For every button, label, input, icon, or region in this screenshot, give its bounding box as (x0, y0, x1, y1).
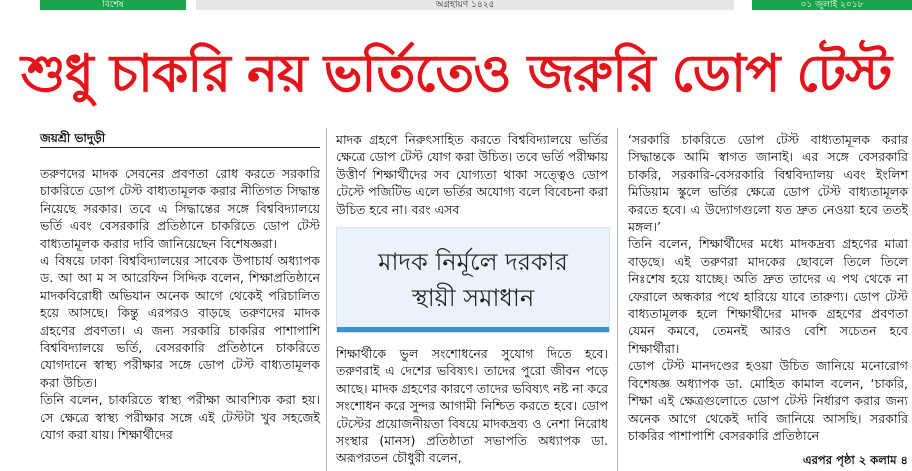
date-strip: অগ্রহায়ণ ১৪২৫ (196, 0, 734, 10)
continuation-note[interactable] (803, 452, 908, 471)
continuation-text: এরপর পৃষ্ঠা ২ কলাম ৪ (802, 453, 908, 467)
pull-quote (337, 244, 609, 316)
paragraph: এ বিষয়ে ঢাকা বিশ্ববিদ্যালয়ের সাবেক উপাচার্য অধ্যাপক ড. আ আ ম স আরেফিন সিদ্দিক বলেন, শিক্ষাপ্রতিষ্ঠানে মাদকবিরোধী অভিযান অনেক আগে থেকেই পরিচালিত হয়ে আসছে। কিন্তু এরপরও বাড়ছে তরুণদের মাদক গ্রহণের প্রবণতা। এ জন্য সরকারি চাকরির পাশাপাশি বিশ্ববিদ্যালয়ে ভর্তি, বেসরকারি প্রতিষ্ঠানে চাকরিতে যোগদানে স্বাস্থ্য পরীক্ষার সঙ্গে ডোপ টেস্ট বাধ্যতামূলক করা উচিত। (40, 253, 320, 390)
paragraph: ‘সরকারি চাকরিতে ডোপ টেস্ট বাধ্যতামূলক করার সিদ্ধান্তকে আমি স্বাগত জানাই। এর সঙ্গে বেসরকারি চাকরি, সরকারি-বেসরকারি বিশ্ববিদ্যালয় এবং ইংলিশ মিডিয়াম স্কুলে ভর্তির ক্ষেত্রে ডোপ টেস্ট বাধ্যতামূলক করতে হবে। এ উদ্যোগগুলো যত দ্রুত নেওয়া হবে ততই মঙ্গল।’ (628, 132, 908, 235)
issue-date: ০১ জুলাই ২০১৮ (752, 0, 912, 10)
paragraph: শিক্ষার্থীকে ভুল সংশোধনের সুযোগ দিতে হবে। তরুণরাই এ দেশের ভবিষ্যৎ। তাদের পুরো জীবন পড়ে আছে। মাদক গ্রহণের কারণে তাদের ভবিষ্যৎ নষ্ট না করে সংশোধন করে সুন্দর আগামী নিশ্চিত করতে হবে। ডোপ টেস্টের প্রয়োজনীয়তা বিষয়ে মাদকদ্রব্য ও নেশা নিরোধ সংস্থার (মানস) প্রতিষ্ঠাতা সভাপতি অধ্যাপক ডা. অরূপরতন চৌধুরী বলেন, (336, 346, 608, 466)
pull-quote-accent-bar (337, 327, 609, 332)
article-column-2-bottom (336, 345, 608, 467)
pull-quote-box (336, 227, 610, 333)
article-column-2-top (336, 131, 608, 218)
paragraph: তিনি বলেন, শিক্ষার্থীদের মধ্যে মাদকদ্রব্য গ্রহণের মাত্রা বাড়ছে। এই তরুণরা মাদকের ছোবলে তিলে তিলে নিঃশেষ হয়ে যাচ্ছে। অতি দ্রুত তাদের এ পথ থেকে না ফেরালে অন্ধকার পথে হারিয়ে যাবে তারুণ্য। ডোপ টেস্ট বাধ্যতামূলক হলে শিক্ষার্থীদের মাদক গ্রহণের প্রবণতা যেমন কমবে, তেমনই আরও বেশি সচেতন হবে শিক্ষার্থীরা। (628, 236, 908, 356)
paragraph: তরুণদের মাদক সেবনের প্রবণতা রোধ করতে সরকারি চাকরিতে ডোপ টেস্ট বাধ্যতামূলক করার নীতিগত সিদ্ধান্ত নিয়েছে সরকার। তবে এ সিদ্ধান্তের সঙ্গে বিশ্ববিদ্যালয়ে ভর্তি এবং বেসরকারি প্রতিষ্ঠানে চাকরিতে ডোপ টেস্ট বাধ্যতামূলক করার দাবি জানিয়েছেন বিশেষজ্ঞরা। (40, 166, 320, 251)
article-column-3 (628, 131, 908, 444)
paragraph: মাদক গ্রহণে নিরুৎসাহিত করতে বিশ্ববিদ্যালয়ে ভর্তির ক্ষেত্রে ডোপ টেস্ট যোগ করা উচিত। তবে ভর্তি পরীক্ষায় উত্তীর্ণ শিক্ষার্থীদের সব যোগ্যতা থাকা সত্ত্বেও ডোপ টেস্টে পজিটিভ এলে ভর্তির অযোগ্য বলে বিবেচনা করা উচিত হবে না। বরং এসব (336, 132, 608, 217)
paragraph: তিনি বলেন, চাকরিতে স্বাস্থ্য পরীক্ষা আবশ্যিক করা হয়। সে ক্ষেত্রে স্বাস্থ্য পরীক্ষার সঙ্গে এই টেস্টটা খুব সহজেই যোগ করা যায়। শিক্ষার্থীদের (40, 392, 320, 443)
byline-divider (40, 147, 320, 148)
article-column-1 (40, 165, 320, 444)
pull-quote-line: স্থায়ী সমাধান (411, 284, 535, 312)
paragraph: ডোপ টেস্ট মানদণ্ডের হওয়া উচিত জানিয়ে মনোরোগ বিশেষজ্ঞ অধ্যাপক ডা. মোহিত কামাল বলেন, ‘চাকরি, শিক্ষা এই ক্ষেত্রগুলোতে ডোপ টেস্ট নির্ধারণ করার জন্য অনেক আগে থেকেই দাবি জানিয়ে আসছি। সরকারি চাকরির পাশাপাশি বেসরকারি প্রতিষ্ঠানে (628, 358, 908, 443)
pull-quote-line: মাদক নির্মূলে দরকার (378, 248, 568, 276)
column-divider (326, 128, 327, 471)
headline: শুধু চাকরি নয় ভর্তিতেও জরুরি ডোপ টেস্ট (20, 44, 892, 104)
byline: জয়শ্রী ভাদুড়ী (40, 131, 106, 145)
top-strip (0, 0, 912, 14)
column-divider (617, 128, 618, 471)
section-label: বিশেষ (40, 0, 186, 10)
